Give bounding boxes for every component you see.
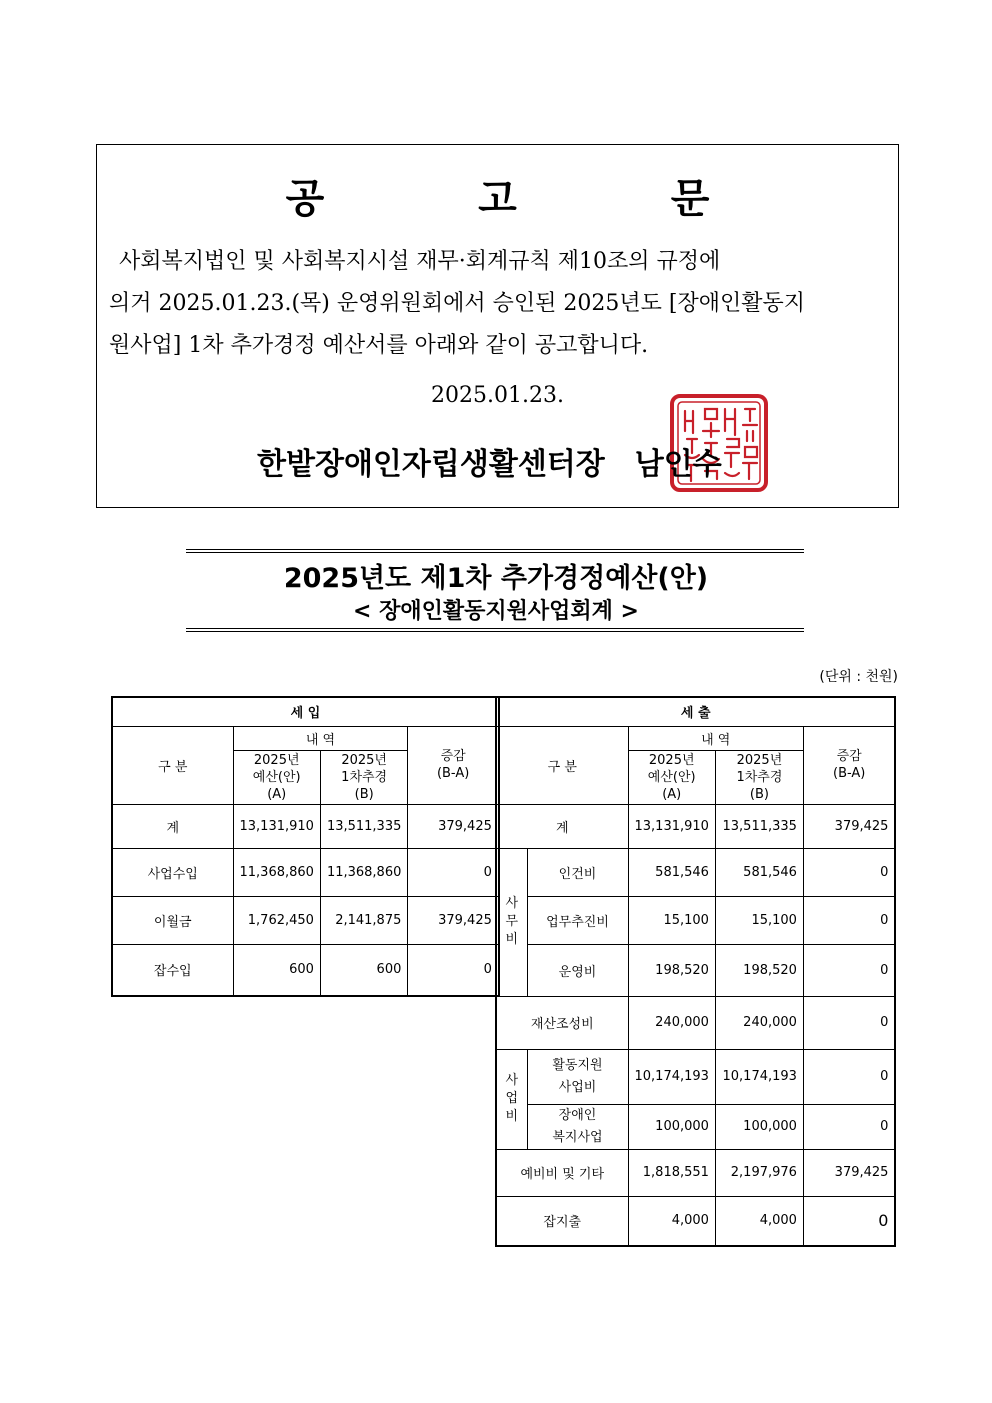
header-line: 증감	[440, 749, 466, 764]
row-label: 운영비	[527, 944, 628, 996]
notice-body-line: 원사업] 1차 추가경정 예산서를 아래와 같이 공고합니다.	[109, 333, 649, 358]
value-a: 13,131,910	[233, 804, 320, 848]
value-diff: 0	[803, 896, 895, 944]
table-row	[112, 896, 499, 944]
value-diff: 0	[803, 1196, 895, 1246]
organization-name: 한밭장애인자립생활센터장	[257, 447, 605, 482]
value-b: 100,000	[715, 1104, 803, 1149]
revenue-col-category: 구 분	[112, 726, 233, 804]
row-label: 이월금	[112, 896, 233, 944]
row-label: 인건비	[527, 848, 628, 896]
expenditure-col-category: 구 분	[496, 726, 628, 804]
revenue-table	[111, 696, 500, 997]
notice-body	[109, 241, 886, 367]
header-line: (A)	[662, 786, 682, 802]
value-a: 4,000	[628, 1196, 715, 1246]
expenditure-col-a	[628, 750, 715, 804]
value-diff: 0	[408, 848, 499, 896]
notice-signature	[257, 439, 722, 483]
header-line: 2025년	[253, 752, 300, 768]
table-row	[112, 848, 499, 896]
value-a: 10,174,193	[628, 1049, 715, 1104]
table-row	[112, 944, 499, 996]
row-label-line: 사업비	[558, 1079, 597, 1095]
header-line: 2025년	[341, 752, 387, 768]
value-diff: 0	[803, 1104, 895, 1149]
header-line: 2025년	[736, 752, 783, 768]
revenue-col-details: 내 역	[233, 726, 408, 750]
value-diff: 0	[803, 848, 895, 896]
row-label	[527, 1104, 628, 1149]
unit-label: (단위 : 천원)	[819, 669, 898, 685]
value-b: 600	[320, 944, 407, 996]
value-a: 15,100	[628, 896, 715, 944]
header-line: 예산(안)	[647, 769, 696, 785]
representative-name: 남인수	[634, 447, 722, 482]
value-b: 581,546	[715, 848, 803, 896]
value-diff: 0	[803, 996, 895, 1049]
value-b: 2,197,976	[715, 1149, 803, 1196]
row-label: 사업수입	[112, 848, 233, 896]
value-a: 13,131,910	[628, 804, 715, 848]
table-row	[496, 804, 895, 848]
title-divider	[186, 549, 804, 550]
expenditure-col-diff	[803, 726, 895, 804]
header-line: 증감	[836, 749, 862, 764]
value-diff: 0	[803, 944, 895, 996]
title-divider	[186, 631, 804, 632]
notice-box	[96, 144, 899, 508]
revenue-col-a	[233, 750, 320, 804]
revenue-col-b	[320, 750, 407, 804]
expenditure-col-b	[715, 750, 803, 804]
title-divider	[186, 628, 804, 629]
notice-date: 2025.01.23.	[431, 383, 564, 408]
row-label: 계	[112, 804, 233, 848]
value-a: 581,546	[628, 848, 715, 896]
value-b: 11,368,860	[320, 848, 407, 896]
header-line: (B-A)	[833, 766, 866, 781]
group-label-office: 사 무 비	[496, 848, 527, 996]
value-b: 15,100	[715, 896, 803, 944]
table-row	[496, 996, 895, 1049]
table-row	[496, 896, 895, 944]
expenditure-section-header: 세 출	[496, 697, 895, 726]
budget-subtitle: < 장애인활동지원사업회계 >	[353, 599, 639, 624]
value-b: 13,511,335	[715, 804, 803, 848]
table-row	[496, 1149, 895, 1196]
row-label-line: 활동지원	[552, 1057, 603, 1073]
title-divider	[186, 552, 804, 553]
value-b: 4,000	[715, 1196, 803, 1246]
seal-text: 한밭장애인자립생활센터장의인	[719, 489, 733, 490]
header-line: (B)	[749, 786, 769, 802]
value-diff: 0	[408, 944, 499, 996]
row-label: 잡지출	[496, 1196, 628, 1246]
value-diff: 379,425	[803, 1149, 895, 1196]
row-label: 예비비 및 기타	[496, 1149, 628, 1196]
row-label: 업무추진비	[527, 896, 628, 944]
notice-title: 공 고 문	[285, 176, 780, 222]
header-line: (B-A)	[436, 766, 470, 781]
value-a: 11,368,860	[233, 848, 320, 896]
value-a: 600	[233, 944, 320, 996]
table-row	[496, 1049, 895, 1104]
group-label-business: 사 업 비	[496, 1049, 527, 1149]
expenditure-table	[495, 696, 896, 1247]
value-diff: 379,425	[408, 804, 499, 848]
header-line: 예산(안)	[252, 769, 301, 785]
revenue-section-header: 세 입	[112, 697, 499, 726]
budget-title: 2025년도 제1차 추가경정예산(안)	[283, 563, 709, 594]
row-label-line: 복지사업	[552, 1129, 603, 1145]
header-line: (B)	[354, 786, 374, 802]
value-b: 10,174,193	[715, 1049, 803, 1104]
table-row	[496, 944, 895, 996]
notice-body-line: 의거 2025.01.23.(목) 운영위원회에서 승인된 2025년도 [장애인활동지	[109, 291, 805, 316]
expenditure-col-details: 내 역	[628, 726, 803, 750]
value-a: 198,520	[628, 944, 715, 996]
header-line: 2025년	[648, 752, 695, 768]
row-label	[527, 1049, 628, 1104]
value-diff: 379,425	[803, 804, 895, 848]
value-a: 1,818,551	[628, 1149, 715, 1196]
header-line: 1차추경	[341, 769, 388, 785]
table-row	[496, 1104, 895, 1149]
header-line: 1차추경	[736, 769, 783, 785]
value-diff: 0	[803, 1049, 895, 1104]
value-b: 2,141,875	[320, 896, 407, 944]
row-label: 재산조성비	[496, 996, 628, 1049]
header-line: (A)	[267, 786, 287, 802]
table-row	[496, 1196, 895, 1246]
table-row	[112, 804, 499, 848]
table-row	[496, 848, 895, 896]
row-label: 계	[496, 804, 628, 848]
value-a: 100,000	[628, 1104, 715, 1149]
row-label-line: 장애인	[558, 1107, 597, 1123]
value-a: 240,000	[628, 996, 715, 1049]
value-b: 13,511,335	[320, 804, 407, 848]
row-label: 잡수입	[112, 944, 233, 996]
value-diff: 379,425	[408, 896, 499, 944]
value-b: 198,520	[715, 944, 803, 996]
value-b: 240,000	[715, 996, 803, 1049]
notice-body-line: 사회복지법인 및 사회복지시설 재무·회계규칙 제10조의 규정에	[119, 249, 721, 274]
value-a: 1,762,450	[233, 896, 320, 944]
revenue-col-diff	[408, 726, 499, 804]
